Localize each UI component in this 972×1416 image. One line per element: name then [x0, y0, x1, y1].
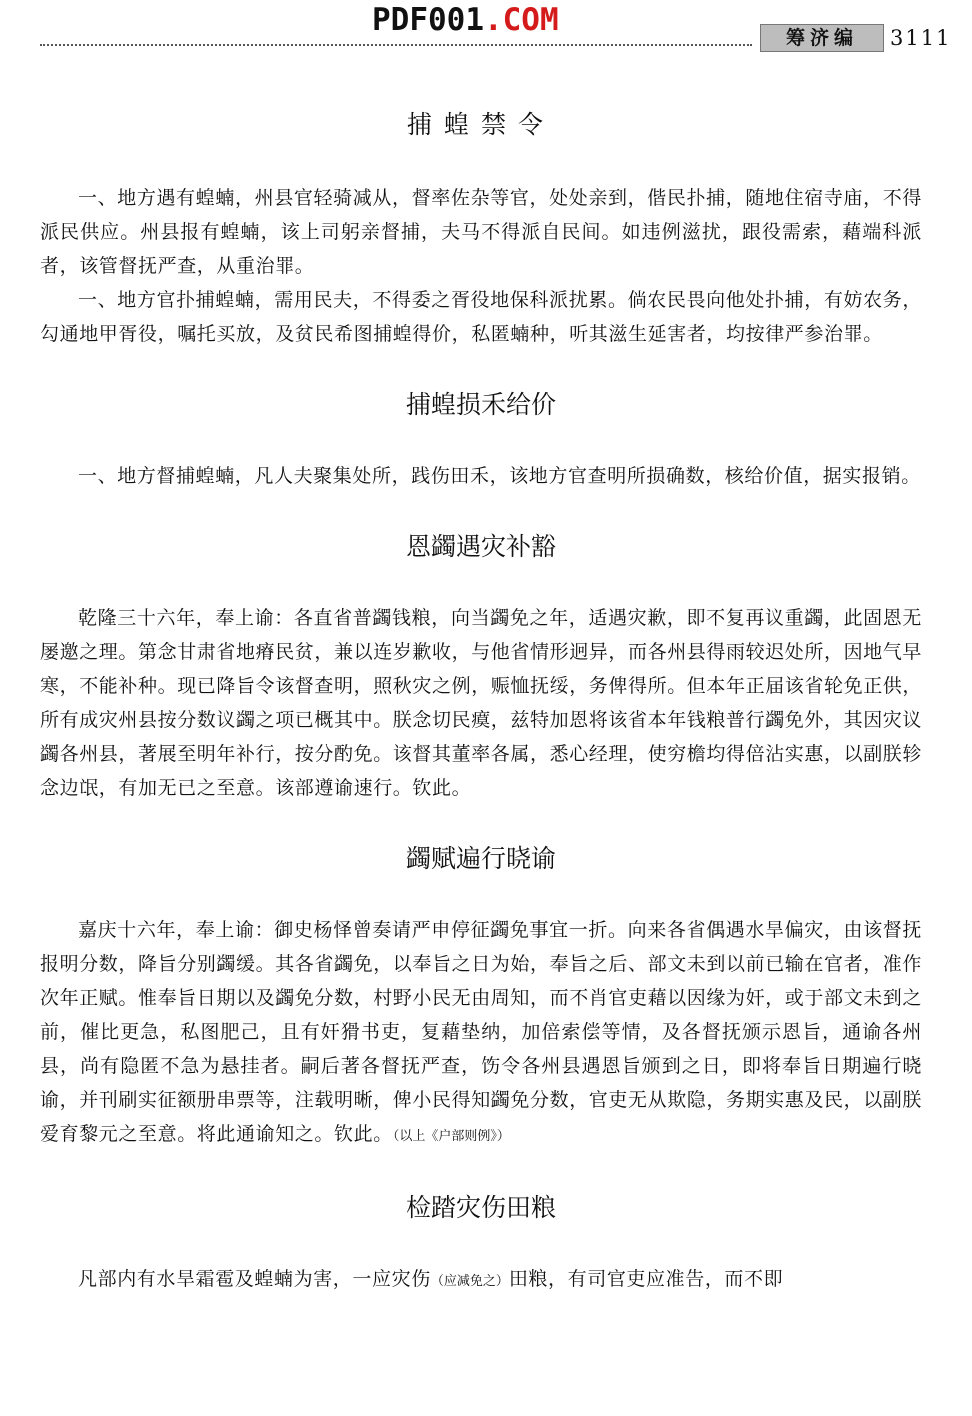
watermark-suffix: .COM	[483, 2, 559, 38]
page-content	[40, 100, 922, 1299]
section-title: 恩蠲遇灾补豁	[405, 532, 556, 561]
paragraph-text: 田粮，有司官吏应准告，而不即	[508, 1268, 784, 1290]
section-badge: 筹济编	[760, 24, 884, 52]
source-note: （以上《户部则例》）	[392, 1129, 510, 1144]
page-number: 3111	[890, 26, 952, 50]
paragraph-text: 嘉庆十六年，奉上谕：御史杨怿曾奏请严申停征蠲免事宜一折。向来各省偶遇水旱偏灾，由该督抚报明分数，降旨分别蠲缓。其各省蠲免，以奉旨之日为始，奉旨之后、部文未到以前已输在官者，准作次年正赋。惟奉旨日期以及蠲免分数，村野小民无由周知，而不肖官吏藉以因缘为奸，或于部文未到之前，催比更急，私图肥己，且有奸猾书吏，复藉垫纳，加倍索偿等情，及各督抚颁示恩旨，通谕各州县，尚有隐匿不急为悬挂者。嗣后著各督抚严查，饬令各州县遇恩旨颁到之日，即将奉旨日期遍行晓谕，并刊刷实征额册串票等，注载明晰，俾小民得知蠲免分数，官吏无从欺隐，务期实惠及民，以副朕爱育黎元之至意。将此通谕知之。钦此。	[40, 919, 923, 1145]
paragraph: 乾隆三十六年，奉上谕：各直省普蠲钱粮，向当蠲免之年，适遇灾歉，即不复再议重蠲，此固恩无屡邀之理。第念甘肃省地瘠民贫，兼以连岁歉收，与他省情形迥异，而各州县得雨较迟处所，因地气早寒，不能补种。现已降旨令该督查明，照秋灾之例，赈恤抚绥，务俾得所。但本年正届该省轮免正供，所有成灾州县按分数议蠲之项已概其中。朕念切民瘼，兹特加恩将该省本年钱粮普行蠲免外，其因灾议蠲各州县，著展至明年补行，按分酌免。该督其董率各属，悉心经理，使穷檐均得倍沾实惠，以副朕轸念边氓，有加无已之至意。该部遵谕速行。钦此。	[40, 607, 923, 799]
section-title: 检踏灾伤田粮	[405, 1193, 556, 1222]
paragraph-text: 凡部内有水旱霜雹及蝗蝻为害，一应灾伤	[78, 1268, 431, 1290]
watermark-prefix: PDF001	[372, 2, 484, 38]
paragraph: 一、地方官扑捕蝗蝻，需用民夫，不得委之胥役地保科派扰累。倘农民畏向他处扑捕，有妨农务，勾通地甲胥役，嘱托买放，及贫民希图捕蝗得价，私匿蝻种，听其滋生延害者，均按律严参治罪。	[40, 289, 922, 345]
section-title: 蠲赋遍行晓谕	[405, 844, 556, 873]
section-title: 捕蝗禁令	[406, 110, 555, 139]
section-title: 捕蝗损禾给价	[405, 390, 556, 419]
header-dotted-rule	[40, 44, 752, 46]
paragraph	[40, 913, 922, 1154]
paragraph	[40, 1262, 922, 1299]
paragraph: 一、地方督捕蝗蝻，凡人夫聚集处所，践伤田禾，该地方官查明所损确数，核给价值，据实报销。	[78, 465, 921, 487]
paragraph: 一、地方遇有蝗蝻，州县官轻骑减从，督率佐杂等官，处处亲到，偕民扑捕，随地住宿寺庙，不得派民供应。州县报有蝗蝻，该上司躬亲督捕，夫马不得派自民间。如违例滋扰，跟役需索，藉端科派者，该管督抚严查，从重治罪。	[40, 187, 922, 277]
inline-note: （应减免之）	[430, 1274, 509, 1289]
watermark-logo	[372, 2, 559, 38]
